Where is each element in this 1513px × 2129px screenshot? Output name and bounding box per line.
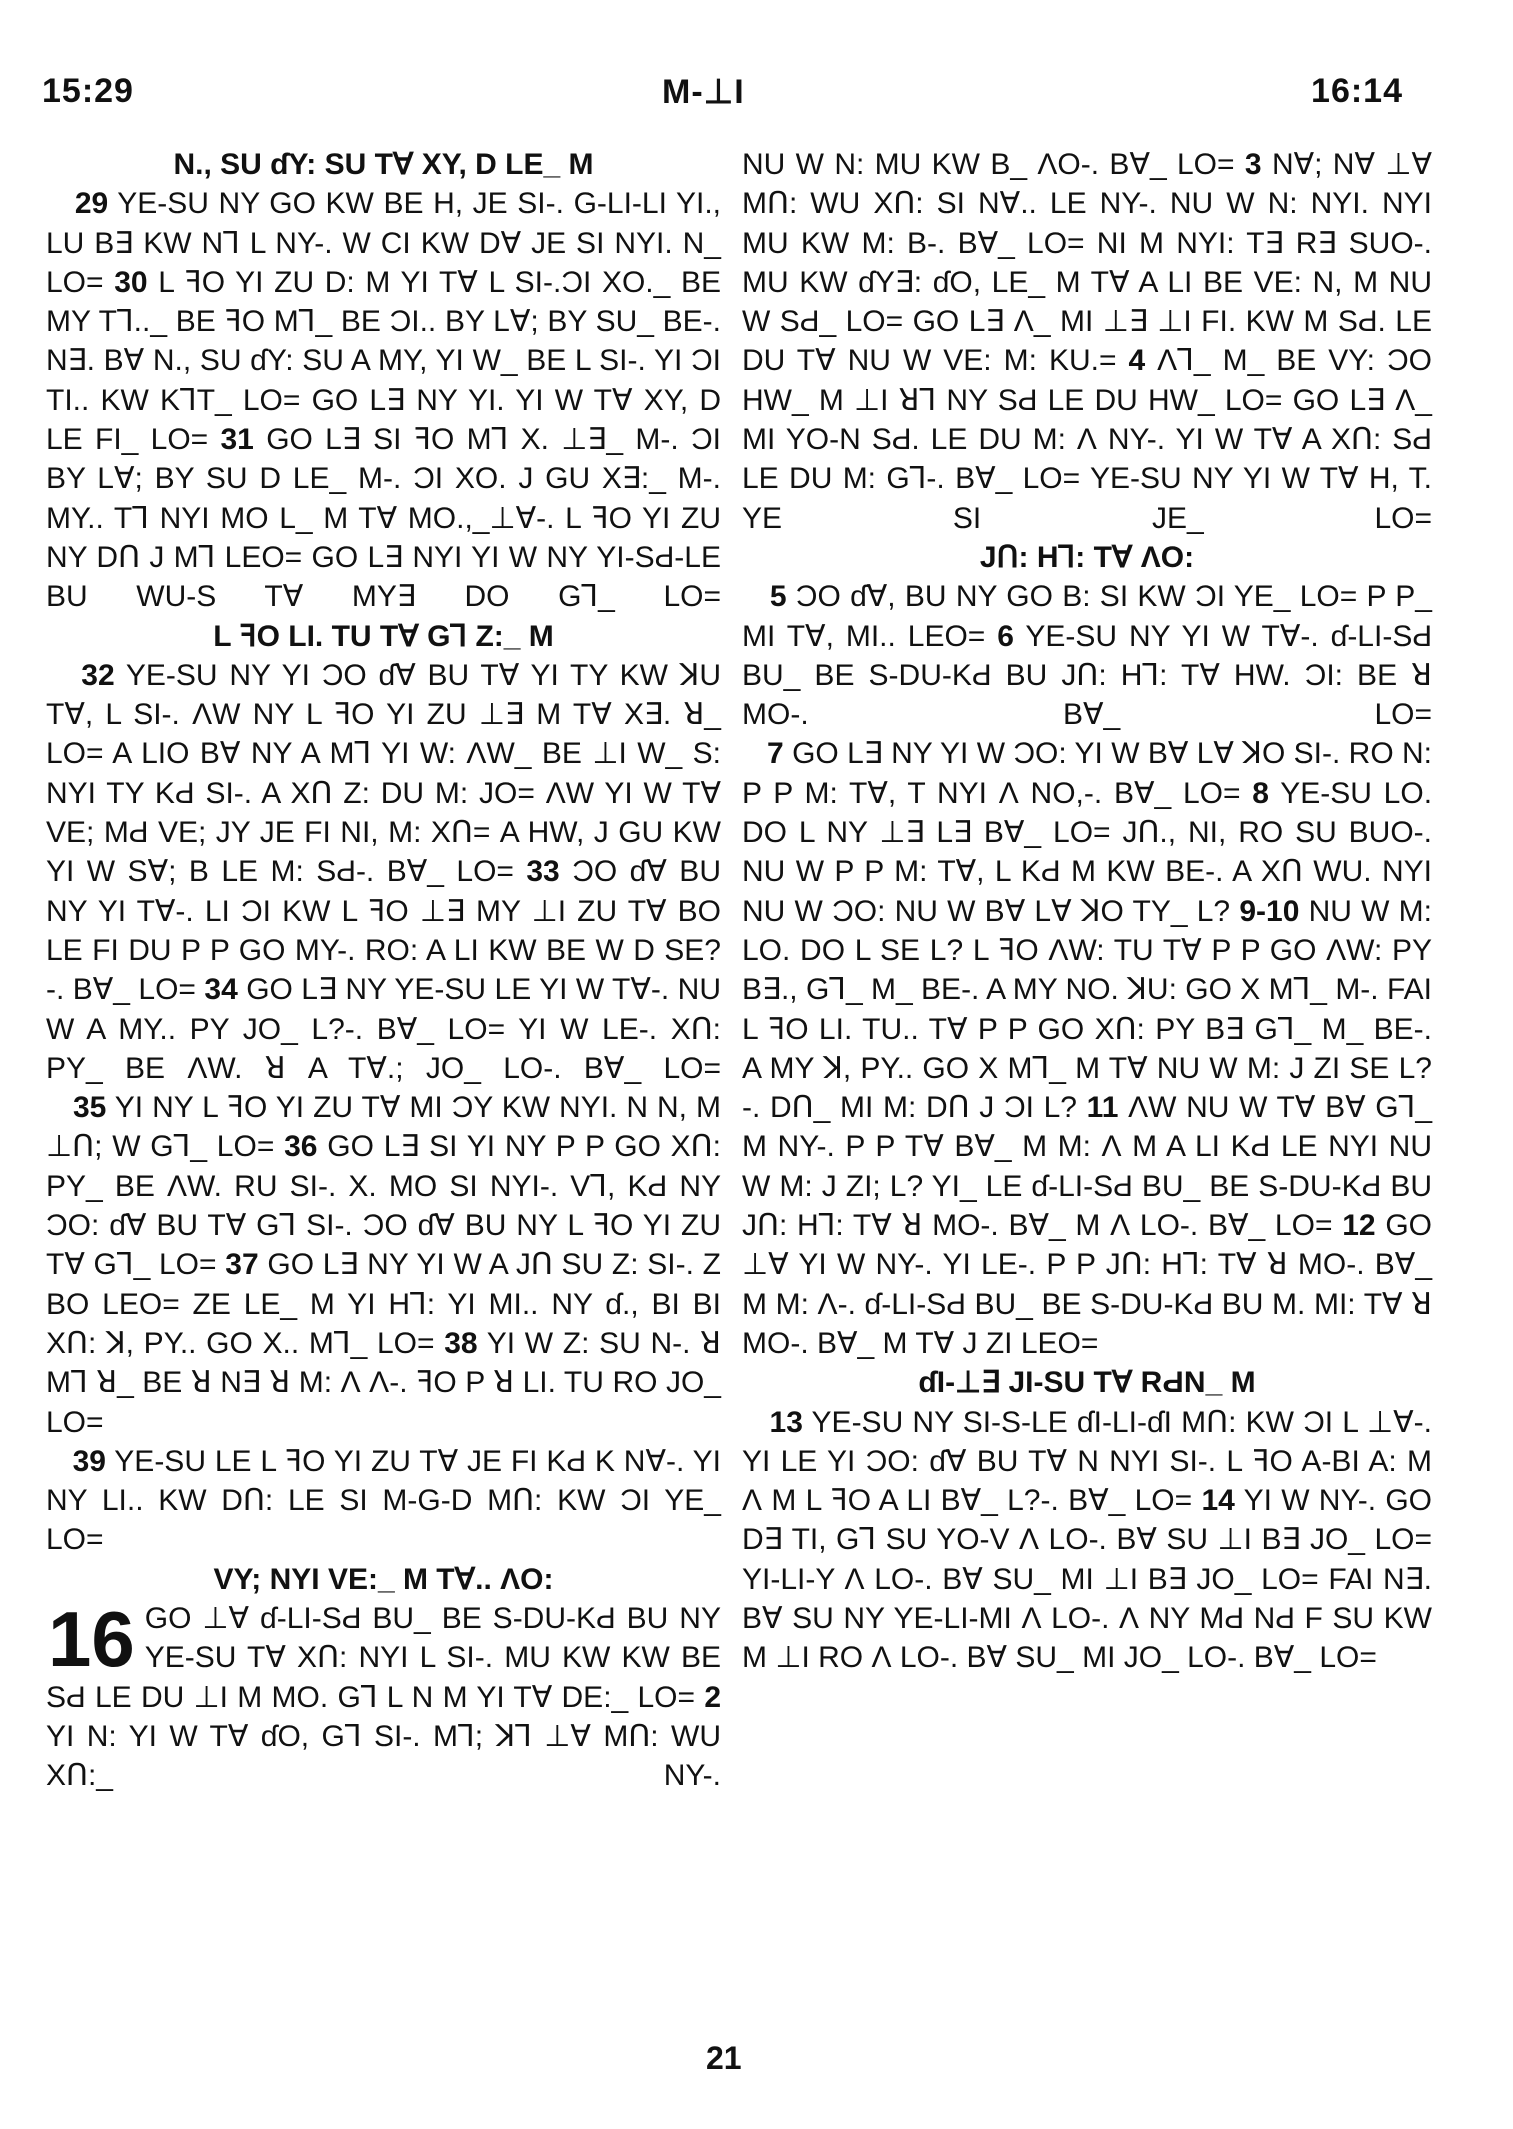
- paragraph: [46, 1442, 721, 1560]
- verse-text: YI W Z: SU N-. ꓤ M⅂ ꓤ_ BE ꓤ N∃ ꓤ M: Ʌ Ʌ-. ꟻO P ꓤ LI. TU RO JO_ LO=: [46, 1326, 722, 1439]
- paragraph: [46, 184, 721, 616]
- header-right-reference: 16:14: [1311, 72, 1403, 110]
- verse-number: 7: [767, 737, 784, 771]
- verse-number: 5: [769, 580, 787, 614]
- verse-text: GO ⊥Ɐ YI W NY-. YI LE-. P P JՈ: H⅂: TⱯ ꓤ MO-. BⱯ_ M M: Ʌ-. ɗ-LI-SԀ BU_ BE S-DU-KԀ BU M. MI: TⱯ ꓤ MO-. BⱯ_ M TⱯ J ZI LEO=: [742, 1209, 1433, 1360]
- verse-text: GO L∃ SI ꟻO M⅂ X. ⊥∃_ M-. ƆI BY LⱯ; BY SU D LE_ M-. ƆI XO. J GU X∃:_ M-. MY.. T⅂ NYI MO L_ M TⱯ MO.,_⊥Ɐ-. L ꟻO YI ZU NY DՈ J M⅂ LEO= GO L∃ NYI YI W NY YI-SԀ-LE BU WU-S TⱯ MY∃ DO G⅂_ LO=: [46, 423, 721, 614]
- verse-number: 37: [225, 1248, 259, 1282]
- verse-text: GO ⊥Ɐ ɗ-LI-SԀ BU_ BE S-DU-KԀ BU NY YE-SU TⱯ XՈ: NYI L SI-. MU KW KW BE SԀ LE DU ⊥I M MO. G⅂ L N M YI TⱯ DE:_ LO=: [46, 1601, 721, 1714]
- verse-number: 9-10: [1239, 894, 1300, 928]
- verse-text: YI N: YI W TⱯ ɗO, G⅂ SI-. M⅂; ꓘ⅂ ⊥Ɐ MՈ: WU XՈ:_ NY-.: [46, 1719, 721, 1793]
- section-heading: L ꟻO LI. TU TⱯ G⅂ Z:_ M: [213, 619, 554, 653]
- verse-text: YI NY L ꟻO YI ZU TⱯ MI ƆY KW NYI. N N, M ⊥Ո; W G⅂_ LO=: [46, 1091, 721, 1164]
- verse-number: 6: [997, 619, 1014, 653]
- verse-text: YE-SU LO. DO L NY ⊥∃ L∃ BⱯ_ LO= JՈ., NI, RO SU BUO-. NU W P P M: TⱯ, L KԀ M KW BE-. A XՈ WU. NYI NU W ƆO: NU W BⱯ LⱯ ꓘO TY_ L?: [742, 776, 1433, 928]
- verse-text: YE-SU NY YI W TⱯ-. ɗ-LI-SԀ BU_ BE S-DU-KԀ BU JՈ: H⅂: TⱯ HW. ƆI: BE ꓤ MO-. BⱯ_ LO=: [742, 619, 1433, 732]
- page-number: 21: [706, 2040, 742, 2076]
- verse-number: 2: [704, 1680, 721, 1714]
- chapter-number: 16: [48, 1594, 135, 1683]
- verse-number: 38: [444, 1326, 478, 1360]
- verse-text: L ꟻO YI ZU D: M YI TⱯ L SI-.ƆI XO._ BE MY T⅂.._ BE ꟻO M⅂_ BE ƆI.. BY LⱯ; BY SU_ BE-. N∃. BⱯ N., SU ɗY: SU A MY, YI W_ BE L SI-. YI ƆI TI.. KW K⅂T_ LO= GO L∃ NY YI. YI W TⱯ XY, D LE FI_ LO=: [46, 265, 721, 457]
- verse-number: 12: [1342, 1209, 1376, 1243]
- paragraph: [742, 145, 1432, 538]
- verse-number: 34: [204, 973, 238, 1007]
- verse-text: NU W M: LO. DO L SE L? L ꟻO ɅW: TU TⱯ P P GO ɅW: PY B∃., G⅂_ M_ BE-. A MY NO. ꓘU: GO X M⅂_ M-. FAI L ꟻO LI. TU.. TⱯ P P GO XՈ: PY B∃ G⅂_ M_ BE-. A MY ꓘ, PY.. GO X M⅂_ M TⱯ NU W M: J ZI SE L?-. DՈ_ MI M: DՈ J ƆI L?: [742, 894, 1433, 1125]
- verse-text: GO L∃ NY YI W A JՈ SU Z: SI-. Z BO LEO= ZE LE_ M YI H⅂: YI MI.. NY ɗ., BI BI XՈ: ꓘ, PY.. GO X.. M⅂_ LO=: [46, 1248, 721, 1360]
- verse-number: 39: [72, 1444, 106, 1478]
- verse-number: 30: [114, 265, 148, 299]
- verse-number: 14: [1201, 1484, 1235, 1518]
- verse-text: YE-SU NY GO KW BE H, JE SI-. G-LI-LI YI., LU B∃ KW N⅂ L NY-. W CI KW DⱯ JE SI NYI. N_ LO=: [46, 187, 721, 299]
- verse-text: YE-SU NY SI-S-LE ɗI-LI-ɗI MՈ: KW ƆI L ⊥Ɐ-. YI LE YI ƆO: ɗⱯ BU TⱯ N NYI SI-. L ꟻO A-BI A: M Ʌ M L ꟻO A LI BⱯ_ L?-. BⱯ_ LO=: [742, 1405, 1432, 1518]
- verse-number: 29: [74, 187, 109, 221]
- verse-number: 13: [769, 1405, 803, 1439]
- verse-number: 36: [284, 1130, 318, 1164]
- verse-text: GO L∃ NY YE-SU LE YI W TⱯ-. NU W A MY.. PY JO_ L?-. BⱯ_ LO= YI W LE-. XՈ: PY_ BE ɅW. ꓤ A TⱯ.; JO_ LO-. BⱯ_ LO=: [46, 973, 721, 1085]
- verse-number: 11: [1086, 1091, 1119, 1125]
- header-book-title: M-⊥I: [662, 73, 745, 111]
- running-header: [42, 72, 1403, 122]
- verse-text: GO L∃ SI YI NY P P GO XՈ: PY_ BE ɅW. RU SI-. X. MO SI NYI-. V⅂, KԀ NY ƆO: ɗⱯ BU TⱯ G⅂ SI-. ƆO ɗⱯ BU NY L ꟻO YI ZU TⱯ G⅂_ LO=: [46, 1130, 721, 1282]
- verse-number: 32: [81, 658, 115, 692]
- verse-number: 33: [526, 855, 560, 889]
- paragraph: [742, 577, 1432, 734]
- paragraph: [46, 656, 721, 1088]
- verse-number: 3: [1244, 148, 1262, 181]
- paragraph: [742, 734, 1432, 1363]
- right-column: [742, 145, 1432, 1678]
- verse-number: 4: [1128, 344, 1146, 378]
- verse-text: ƆO ɗⱯ BU NY YI TⱯ-. LI ƆI KW L ꟻO ⊥∃ MY ⊥I ZU TⱯ BO LE FI DU P P GO MY-. RO: A LI KW BE W D SE?-. BⱯ_ LO=: [46, 855, 721, 1007]
- verse-text: NU W N: MU KW B_ ɅO-. BⱯ_ LO=: [742, 148, 1235, 181]
- verse-number: 35: [72, 1091, 107, 1125]
- section-heading: ɗI-⊥∃ JI-SU TⱯ RԀN_ M: [918, 1366, 1256, 1400]
- section-heading: JՈ: H⅂: TⱯ ɅO:: [979, 540, 1195, 574]
- verse-number: 31: [220, 423, 254, 457]
- section-heading: N., SU ɗY: SU TⱯ XY, D LE_ M: [173, 148, 594, 181]
- header-left-reference: 15:29: [42, 72, 134, 110]
- verse-number: 8: [1252, 776, 1269, 810]
- verse-text: Ʌ⅂_ M_ BE VY: ƆO HW_ M ⊥I ꓤ⅂ NY SԀ LE DU HW_ LO= GO L∃ Ʌ_ MI YO-N SԀ. LE DU M: Ʌ NY-. YI W TⱯ A XՈ: SԀ LE DU M: G⅂-. BⱯ_ LO= YE-SU NY YI W TⱯ H, T. YE SI JE_ LO=: [742, 344, 1432, 535]
- paragraph: [46, 1594, 721, 1795]
- verse-text: YE-SU LE L ꟻO YI ZU TⱯ JE FI KԀ K NⱯ-. YI NY LI.. KW DՈ: LE SI M-G-D MՈ: KW ƆI YE_ LO=: [46, 1444, 721, 1557]
- verse-text: GO L∃ NY YI W ƆO: YI W BⱯ LⱯ ꓘO SI-. RO N: P P M: TⱯ, T NYI Ʌ NO,-. BⱯ_ LO=: [742, 737, 1432, 810]
- paragraph: [46, 1088, 721, 1442]
- verse-text: NⱯ; NⱯ ⊥Ɐ MՈ: WU XՈ: SI NⱯ.. LE NY-. NU W N: NYI. NYI MU KW M: B-. BⱯ_ LO= NI M NYI: T∃ R∃ SUO-. MU KW ɗY∃: ɗO, LE_ M TⱯ A LI BE VE: N, M NU W SԀ_ LO= GO L∃ Ʌ_ MI ⊥∃ ⊥I FI. KW M SԀ. LE DU TⱯ NU W VE: M: KU.=: [742, 148, 1433, 378]
- left-column: [46, 145, 721, 1795]
- verse-text: YE-SU NY YI ƆO ɗⱯ BU TⱯ YI TY KW ꓘU TⱯ, L SI-. ɅW NY L ꟻO YI ZU ⊥∃ M TⱯ X∃. ꓤ_ LO= A LIO BⱯ NY A M⅂ YI W: ɅW_ BE ⊥I W_ S: NYI TY KԀ SI-. A XՈ Z: DU M: JO= ɅW YI W TⱯ VE; MԀ VE; JY JE FI NI, M: XՈ= A HW, J GU KW YI W SⱯ; B LE M: SԀ-. BⱯ_ LO=: [46, 658, 721, 889]
- section-heading: VY; NYI VE:_ M TⱯ.. ɅO:: [213, 1562, 554, 1596]
- verse-text: ɅW NU W TⱯ BⱯ G⅂_ M NY-. P P TⱯ BⱯ_ M M: Ʌ M A LI KԀ LE NYI NU W M: J ZI; L? YI_ LE ɗ-LI-SԀ BU_ BE S-DU-KԀ BU JՈ: H⅂: TⱯ ꓤ MO-. BⱯ_ M Ʌ LO-. BⱯ_ LO=: [742, 1091, 1433, 1243]
- verse-text: ƆO ɗⱯ, BU NY GO B: SI KW ƆI YE_ LO= P P_ MI TⱯ, MI.. LEO=: [742, 580, 1432, 653]
- verse-text: YI W NY-. GO D∃ TI, G⅂ SU YO-V Ʌ LO-. BⱯ SU ⊥I B∃ JO_ LO= YI-LI-Y Ʌ LO-. BⱯ SU_ MI ⊥I B∃ JO_ LO= FAI N∃. BⱯ SU NY YE-LI-MI Ʌ LO-. Ʌ NY MԀ NԀ F SU KW M ⊥I RO Ʌ LO-. BⱯ SU_ MI JO_ LO-. BⱯ_ LO=: [742, 1484, 1432, 1675]
- paragraph: [742, 1403, 1432, 1678]
